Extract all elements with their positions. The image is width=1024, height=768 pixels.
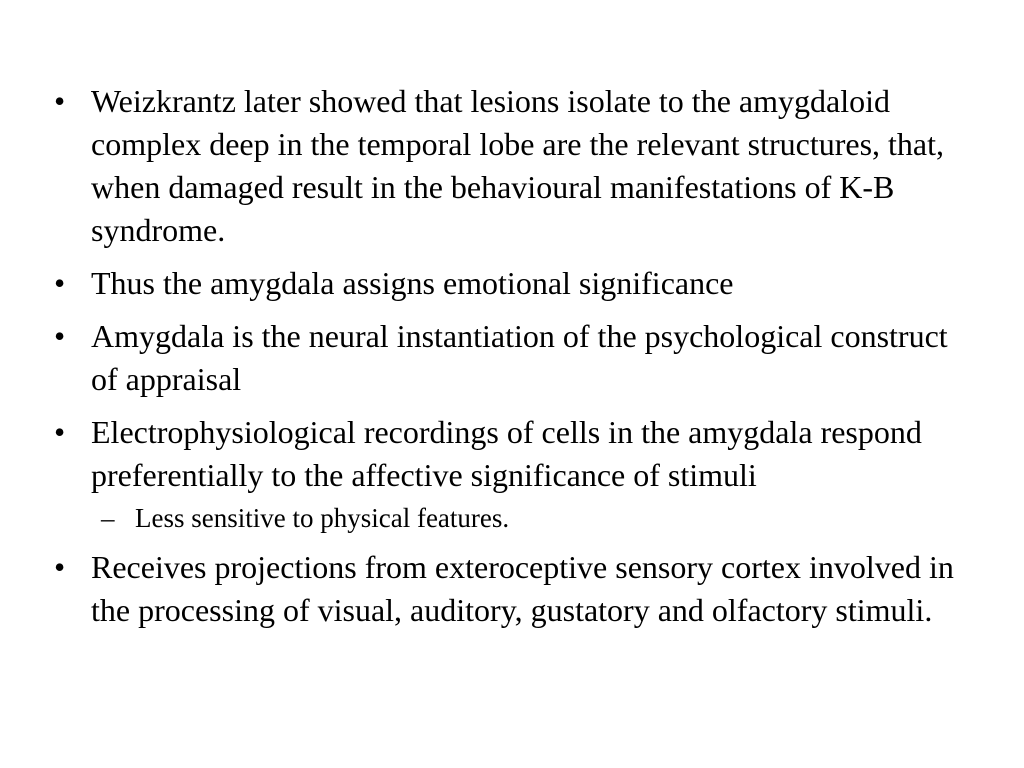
bullet-marker: •	[54, 265, 66, 301]
bullet-item	[54, 546, 974, 632]
sub-bullet-item	[91, 500, 974, 536]
bullet-marker: •	[54, 83, 66, 119]
sub-bullet-text: Less sensitive to physical features.	[135, 503, 510, 533]
bullet-item	[54, 80, 974, 252]
bullet-marker: •	[54, 549, 66, 585]
sub-bullet-marker: –	[101, 503, 115, 533]
bullet-text: Weizkrantz later showed that lesions isolate to the amygdaloid complex deep in the temporal lobe are the relevant structures, that, when damaged result in the behavioural manifestations of K-B syndrome.	[91, 83, 944, 248]
bullet-marker: •	[54, 318, 66, 354]
sub-bullet-list	[91, 500, 974, 536]
bullet-item	[54, 315, 974, 401]
bullet-marker: •	[54, 414, 66, 450]
bullet-text: Receives projections from exteroceptive sensory cortex involved in the processing of visual, auditory, gustatory and olfactory stimuli.	[91, 549, 954, 628]
bullet-item	[54, 262, 974, 305]
bullet-list	[54, 80, 974, 642]
bullet-text: Amygdala is the neural instantiation of the psychological construct of appraisal	[91, 318, 948, 397]
bullet-item	[54, 411, 974, 536]
bullet-text: Electrophysiological recordings of cells in the amygdala respond preferentially to the affective significance of stimuli	[91, 414, 922, 493]
bullet-text: Thus the amygdala assigns emotional significance	[91, 265, 734, 301]
